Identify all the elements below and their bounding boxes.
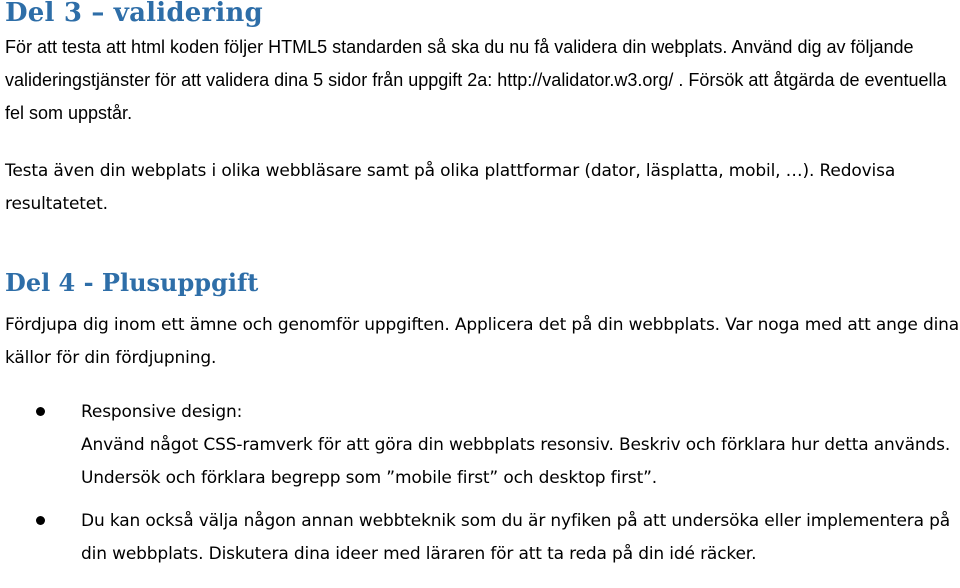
bullet-dot-icon (36, 516, 45, 525)
section-4-paragraph: Fördjupa dig inom ett ämne och genomför uppgiften. Applicera det på din webbplats. Var noga med att ange dina källor för din fördjupning. (5, 315, 960, 368)
bullet-dot-icon (36, 407, 45, 416)
section-3-heading: Del 3 – validering (5, 0, 263, 28)
list-item-text: Du kan också välja någon annan webbteknik som du är nyfiken på att undersöka eller implementera på din webbplats. Diskutera dina ideer med läraren för att ta reda på din idé räcker. (81, 511, 951, 564)
list-item-text: Använd något CSS-ramverk för att göra din webbplats resonsiv. Beskriv och förklara hur detta används. Undersök och förklara begrepp som ”mobile first” och desktop first”. (81, 435, 951, 488)
section-3-paragraph-validation: För att testa att html koden följer HTML5 standarden så ska du nu få validera din webplats. Använd dig av följande valideringstjänster för att validera dina 5 sidor från uppgift 2a: http://validator.w3.org/ . Försök att åtgärda de eventuella fel som uppstår. (5, 37, 947, 123)
list-item-other-technique (0, 505, 960, 571)
list-item-responsive-design (0, 396, 960, 495)
list-item-title: Responsive design: (81, 402, 243, 422)
section-3-paragraph-browsers: Testa även din webplats i olika webbläsare samt på olika plattformar (dator, läsplatta, mobil, …). Redovisa resultatetet. (5, 161, 896, 214)
plus-task-list (0, 396, 960, 581)
section-4-heading: Del 4 - Plusuppgift (5, 268, 259, 297)
